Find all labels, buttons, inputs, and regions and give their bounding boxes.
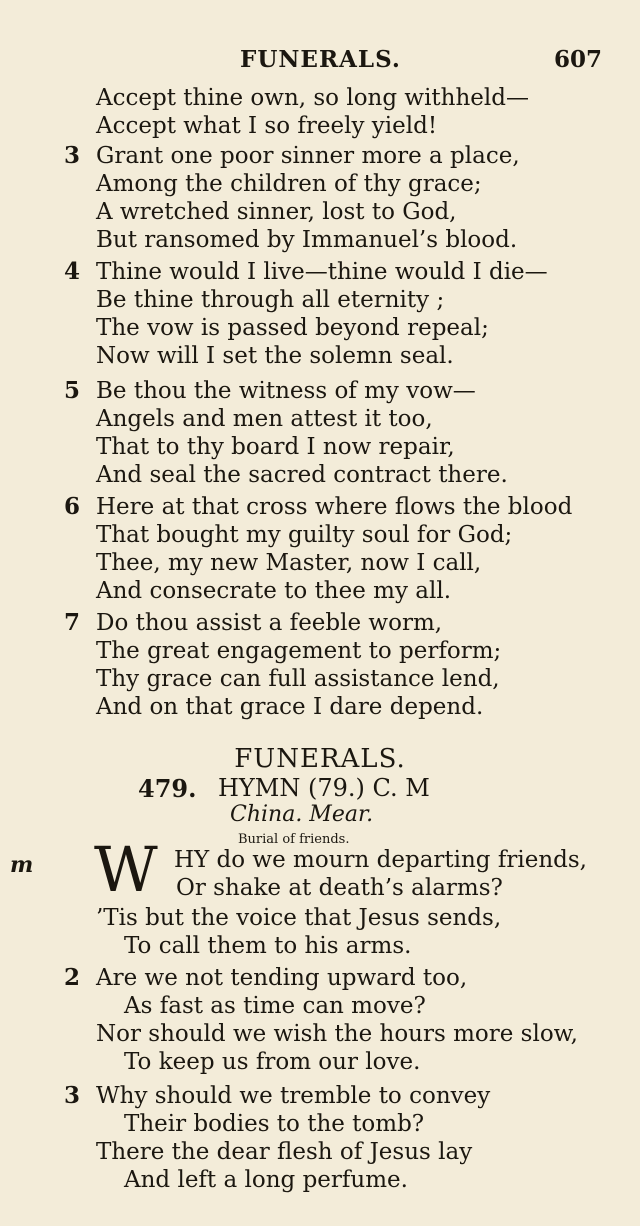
hymn-subject: Burial of friends.	[238, 832, 350, 847]
hymn-verse-2-line-3: Nor should we wish the hours more slow,	[96, 1021, 578, 1047]
margin-mark: m	[10, 852, 34, 878]
verse-5-line-2: Angels and men attest it too,	[96, 406, 433, 432]
verse-4-line-4: Now will I set the solemn seal.	[96, 343, 454, 369]
verse-3-line-4: But ransomed by Immanuel’s blood.	[96, 227, 518, 253]
hymn-verse-number-3: 3	[64, 1082, 81, 1109]
verse-3-line-2: Among the children of thy grace;	[96, 171, 482, 197]
verse-number-4: 4	[64, 258, 81, 285]
opening-line-2: Accept what I so freely yield!	[96, 113, 438, 139]
verse-4-line-3: The vow is passed beyond repeal;	[96, 315, 489, 341]
verse-number-3: 3	[64, 142, 81, 169]
hymn-verse-3-line-1: Why should we tremble to convey	[96, 1083, 491, 1109]
verse-6-line-1: Here at that cross where flows the blood	[96, 494, 573, 520]
verse-5-line-1: Be thou the witness of my vow—	[96, 378, 476, 404]
hymn-verse-2-line-1: Are we not tending upward too,	[96, 965, 468, 991]
verse-4-line-2: Be thine through all eternity ;	[96, 287, 445, 313]
opening-line-1: Accept thine own, so long withheld—	[96, 85, 529, 111]
running-title: FUNERALS.	[240, 46, 401, 73]
verse-1-line-1: HY do we mourn departing friends,	[174, 847, 587, 873]
tune-names: China. Mear.	[230, 802, 374, 827]
verse-5-line-3: That to thy board I now repair,	[96, 434, 455, 460]
verse-7-line-4: And on that grace I dare depend.	[96, 694, 484, 720]
verse-5-line-4: And seal the sacred contract there.	[96, 462, 508, 488]
hymn-number: 479.	[138, 774, 197, 803]
verse-7-line-3: Thy grace can full assistance lend,	[96, 666, 500, 692]
verse-number-5: 5	[64, 377, 81, 404]
drop-cap: W	[94, 833, 158, 906]
verse-number-7: 7	[64, 609, 81, 636]
verse-1-line-4: To call them to his arms.	[124, 933, 412, 959]
verse-3-line-3: A wretched sinner, lost to God,	[96, 199, 457, 225]
verse-number-6: 6	[64, 493, 81, 520]
verse-3-line-1: Grant one poor sinner more a place,	[96, 143, 520, 169]
hymn-meter: HYMN (79.) C. M	[218, 774, 430, 802]
verse-1-line-2: Or shake at death’s alarms?	[176, 875, 503, 901]
verse-6-line-2: That bought my guilty soul for God;	[96, 522, 513, 548]
verse-6-line-4: And consecrate to thee my all.	[96, 578, 452, 604]
hymn-verse-3-line-4: And left a long perfume.	[124, 1167, 408, 1193]
section-title: FUNERALS.	[234, 744, 406, 774]
hymn-verse-number-2: 2	[64, 964, 81, 991]
hymn-verse-3-line-3: There the dear flesh of Jesus lay	[96, 1139, 473, 1165]
hymn-verse-3-line-2: Their bodies to the tomb?	[124, 1111, 425, 1137]
verse-4-line-1: Thine would I live—thine would I die—	[96, 259, 548, 285]
running-header	[0, 46, 640, 80]
hymn-verse-2-line-2: As fast as time can move?	[124, 993, 426, 1019]
verse-1-line-3: ’Tis but the voice that Jesus sends,	[96, 905, 502, 931]
verse-7-line-1: Do thou assist a feeble worm,	[96, 610, 443, 636]
hymn-verse-2-line-4: To keep us from our love.	[124, 1049, 421, 1075]
verse-6-line-3: Thee, my new Master, now I call,	[96, 550, 482, 576]
page-number: 607	[553, 46, 602, 73]
verse-7-line-2: The great engagement to perform;	[96, 638, 502, 664]
